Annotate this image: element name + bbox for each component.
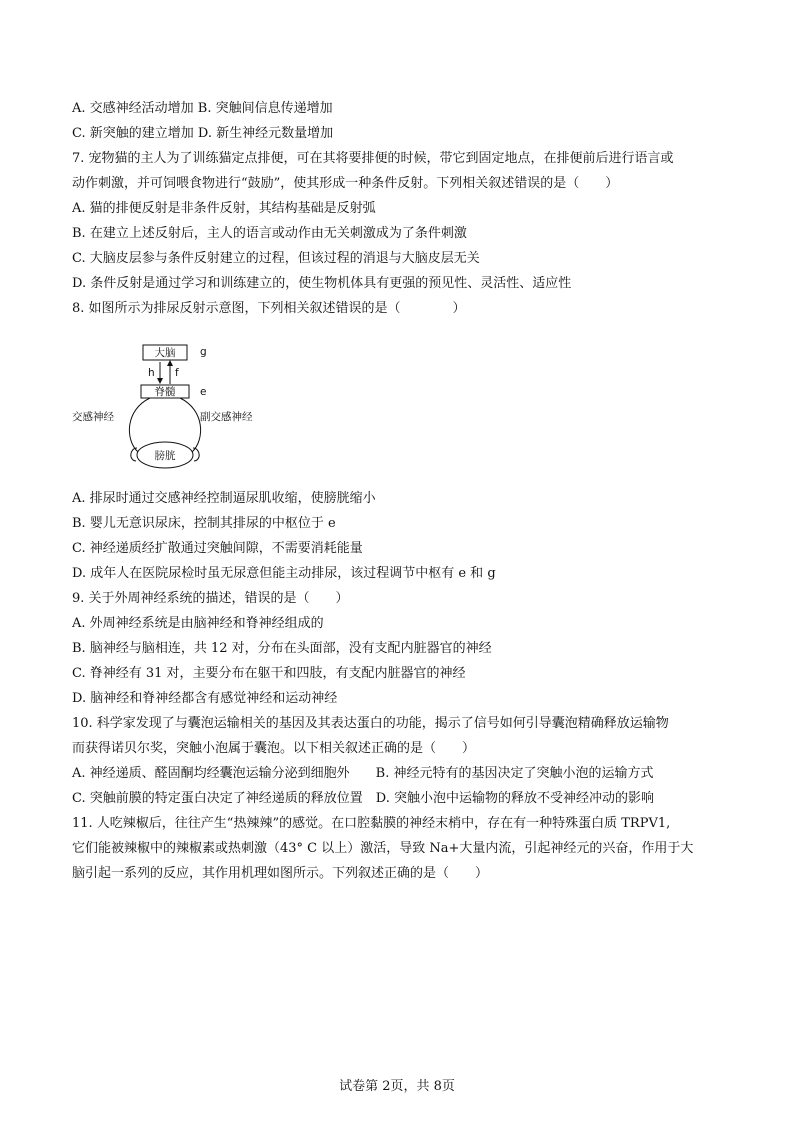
q6-options-cd: C. 新突触的建立增加 D. 新生神经元数量增加 [72,126,334,141]
q8-option-d: D. 成年人在医院尿检时虽无尿意但能主动排尿，该过程调节中枢有 e 和 g [72,566,496,581]
sympathetic-label: 交感神经 [72,411,114,423]
q11-stem-line1: 11. 人吃辣椒后，往往产生“热辣辣”的感觉。在口腔黏膜的神经末梢中，存在有一种特殊蛋白质 TRPV1, [72,816,671,831]
q10-stem-line2: 而获得诺贝尔奖，突触小泡属于囊泡。以下相关叙述正确的是（ ） [72,741,476,756]
parasympathetic-nerve-line [180,398,201,452]
spinal-cord-label: 脊髓 [154,386,176,398]
q7-option-b: B. 在建立上述反射后，主人的语言或动作由无关刺激成为了条件刺激 [72,226,467,241]
micturition-reflex-diagram [70,340,290,470]
q9-option-a: A. 外周神经系统是由脑神经和脊神经组成的 [72,616,324,631]
bladder-label: 膀胱 [154,450,176,462]
q8-option-b: B. 婴儿无意识尿床，控制其排尿的中枢位于 e [72,516,336,531]
q11-stem-line2: 它们能被辣椒中的辣椒素或热刺激（43° C 以上）激活，导致 Na+大量内流，引起神经元的兴奋，作用于大 [72,841,694,856]
q6-options-ab: A. 交感神经活动增加 B. 突触间信息传递增加 [72,101,333,116]
q7-option-d: D. 条件反射是通过学习和训练建立的，使生物机体具有更强的预见性、灵活性、适应性 [72,276,572,291]
q10-options-cd: C. 突触前膜的特定蛋白决定了神经递质的释放位置 D. 突触小泡中运输物的释放不受神经冲动的影响 [72,791,654,806]
parasympathetic-label: 副交感神经 [200,411,253,423]
sympathetic-nerve-line [129,398,150,452]
q8-stem: 8. 如图所示为排尿反射示意图，下列相关叙述错误的是（ ） [72,301,466,316]
q7-option-a: A. 猫的排便反射是非条件反射，其结构基础是反射弧 [72,201,376,216]
q9-option-b: B. 脑神经与脑相连，共 12 对，分布在头面部，没有支配内脏器官的神经 [72,641,492,656]
q7-stem-line2: 动作刺激，并可饲喂食物进行“鼓励”，使其形成一种条件反射。下列相关叙述错误的是（ ） [72,176,619,191]
q8-option-a: A. 排尿时通过交感神经控制逼尿肌收缩，使膀胱缩小 [72,491,376,506]
e-label: e [200,386,207,398]
brain-label: 大脑 [154,347,176,359]
q7-option-c: C. 大脑皮层参与条件反射建立的过程，但该过程的消退与大脑皮层无关 [72,251,480,266]
q11-stem-line3: 脑引起一系列的反应，其作用机理如图所示。下列叙述正确的是（ ） [72,866,489,881]
q9-stem: 9. 关于外周神经系统的描述，错误的是（ ） [72,591,349,606]
page-footer: 试卷第 2页，共 8页 [339,1079,455,1094]
q10-options-ab: A. 神经递质、醛固酮均经囊泡运输分泌到细胞外 B. 神经元特有的基因决定了突触小泡的运输方式 [72,766,654,781]
q10-stem-line1: 10. 科学家发现了与囊泡运输相关的基因及其表达蛋白的功能，揭示了信号如何引导囊泡精确释放运输物 [72,716,669,731]
h-label: h [148,367,155,379]
q9-option-d: D. 脑神经和脊神经都含有感觉神经和运动神经 [72,691,338,706]
f-label: f [175,367,179,379]
g-label: g [200,346,207,358]
q7-stem-line1: 7. 宠物猫的主人为了训练猫定点排便，可在其将要排便的时候，带它到固定地点，在排便前后进行语言或 [72,151,674,166]
q9-option-c: C. 脊神经有 31 对，主要分布在躯干和四肢，有支配内脏器官的神经 [72,666,466,681]
q8-option-c: C. 神经递质经扩散通过突触间隙，不需要消耗能量 [72,541,363,556]
